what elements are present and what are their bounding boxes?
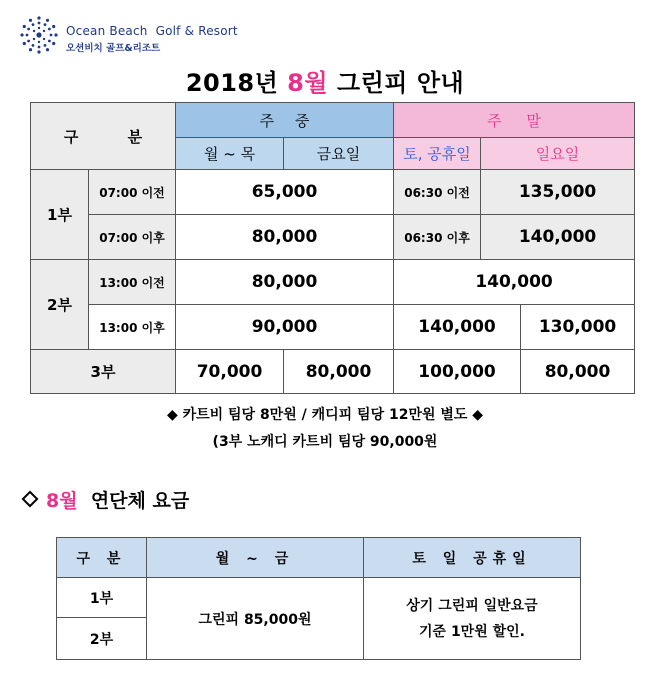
part1-weekday-after: 80,000: [176, 215, 394, 260]
part3-label: 3부: [31, 350, 176, 394]
header-sun: 일요일: [481, 138, 635, 170]
green-fee-table: [30, 102, 635, 394]
group-fee-table: [56, 537, 581, 660]
part2-weekday-before: 80,000: [176, 260, 394, 305]
group-weekend-fee: 상기 그린피 일반요금 기준 1만원 할인.: [364, 578, 581, 660]
group-section-title: 8월 연단체 요금: [20, 486, 189, 513]
part3-fri: 80,000: [284, 350, 394, 394]
header-gubun: 구 분: [31, 103, 176, 170]
part1-weekend-time-after: 06:30 이후: [394, 215, 481, 260]
part3-mon-thu: 70,000: [176, 350, 284, 394]
fee-note-part3: (3부 노캐디 카트비 팀당 90,000원: [212, 434, 438, 450]
page-title: 2018년 8월 그린피 안내: [185, 69, 465, 97]
header-weekend: 주 말: [394, 103, 635, 138]
header-mon-thu: 월 ~ 목: [176, 138, 284, 170]
part2-time-before: 13:00 이전: [89, 260, 176, 305]
group-header-gubun: 구 분: [57, 538, 147, 578]
header-weekday: 주 중: [176, 103, 394, 138]
part1-time-before: 07:00 이전: [89, 170, 176, 215]
resort-logo-icon: [18, 14, 60, 56]
fee-note: ◆ 카트비 팀당 8만원 / 캐디피 팀당 12만원 별도 ◆: [166, 407, 484, 423]
part1-weekend-before: 135,000: [481, 170, 635, 215]
header-sat-holiday: 토, 공휴일: [394, 138, 481, 170]
part2-label: 2부: [31, 260, 89, 350]
group-header-weekend: 토 일 공휴일: [364, 538, 581, 578]
section-month: 8월: [46, 490, 78, 512]
part2-time-after: 13:00 이후: [89, 305, 176, 350]
part1-weekend-time-before: 06:30 이전: [394, 170, 481, 215]
part1-weekday-before: 65,000: [176, 170, 394, 215]
part2-sat-after: 140,000: [394, 305, 521, 350]
group-part2: 2부: [57, 618, 147, 660]
part2-weekday-after: 90,000: [176, 305, 394, 350]
group-weekday-fee: 그린피 85,000원: [147, 578, 364, 660]
diamond-icon: [22, 491, 39, 508]
part3-sat: 100,000: [394, 350, 521, 394]
title-month: 8월: [287, 69, 329, 97]
group-part1: 1부: [57, 578, 147, 618]
part1-weekend-after: 140,000: [481, 215, 635, 260]
logo-name-kr: 오션비치 골프&리조트: [66, 43, 161, 54]
header-fri: 금요일: [284, 138, 394, 170]
part2-sun-after: 130,000: [521, 305, 635, 350]
part1-time-after: 07:00 이후: [89, 215, 176, 260]
part2-weekend-before: 140,000: [394, 260, 635, 305]
group-header-weekday: 월 ~ 금: [147, 538, 364, 578]
part1-label: 1부: [31, 170, 89, 260]
part3-sun: 80,000: [521, 350, 635, 394]
resort-logo: [18, 14, 238, 60]
logo-name-en: Ocean Beach Golf & Resort: [66, 24, 238, 38]
